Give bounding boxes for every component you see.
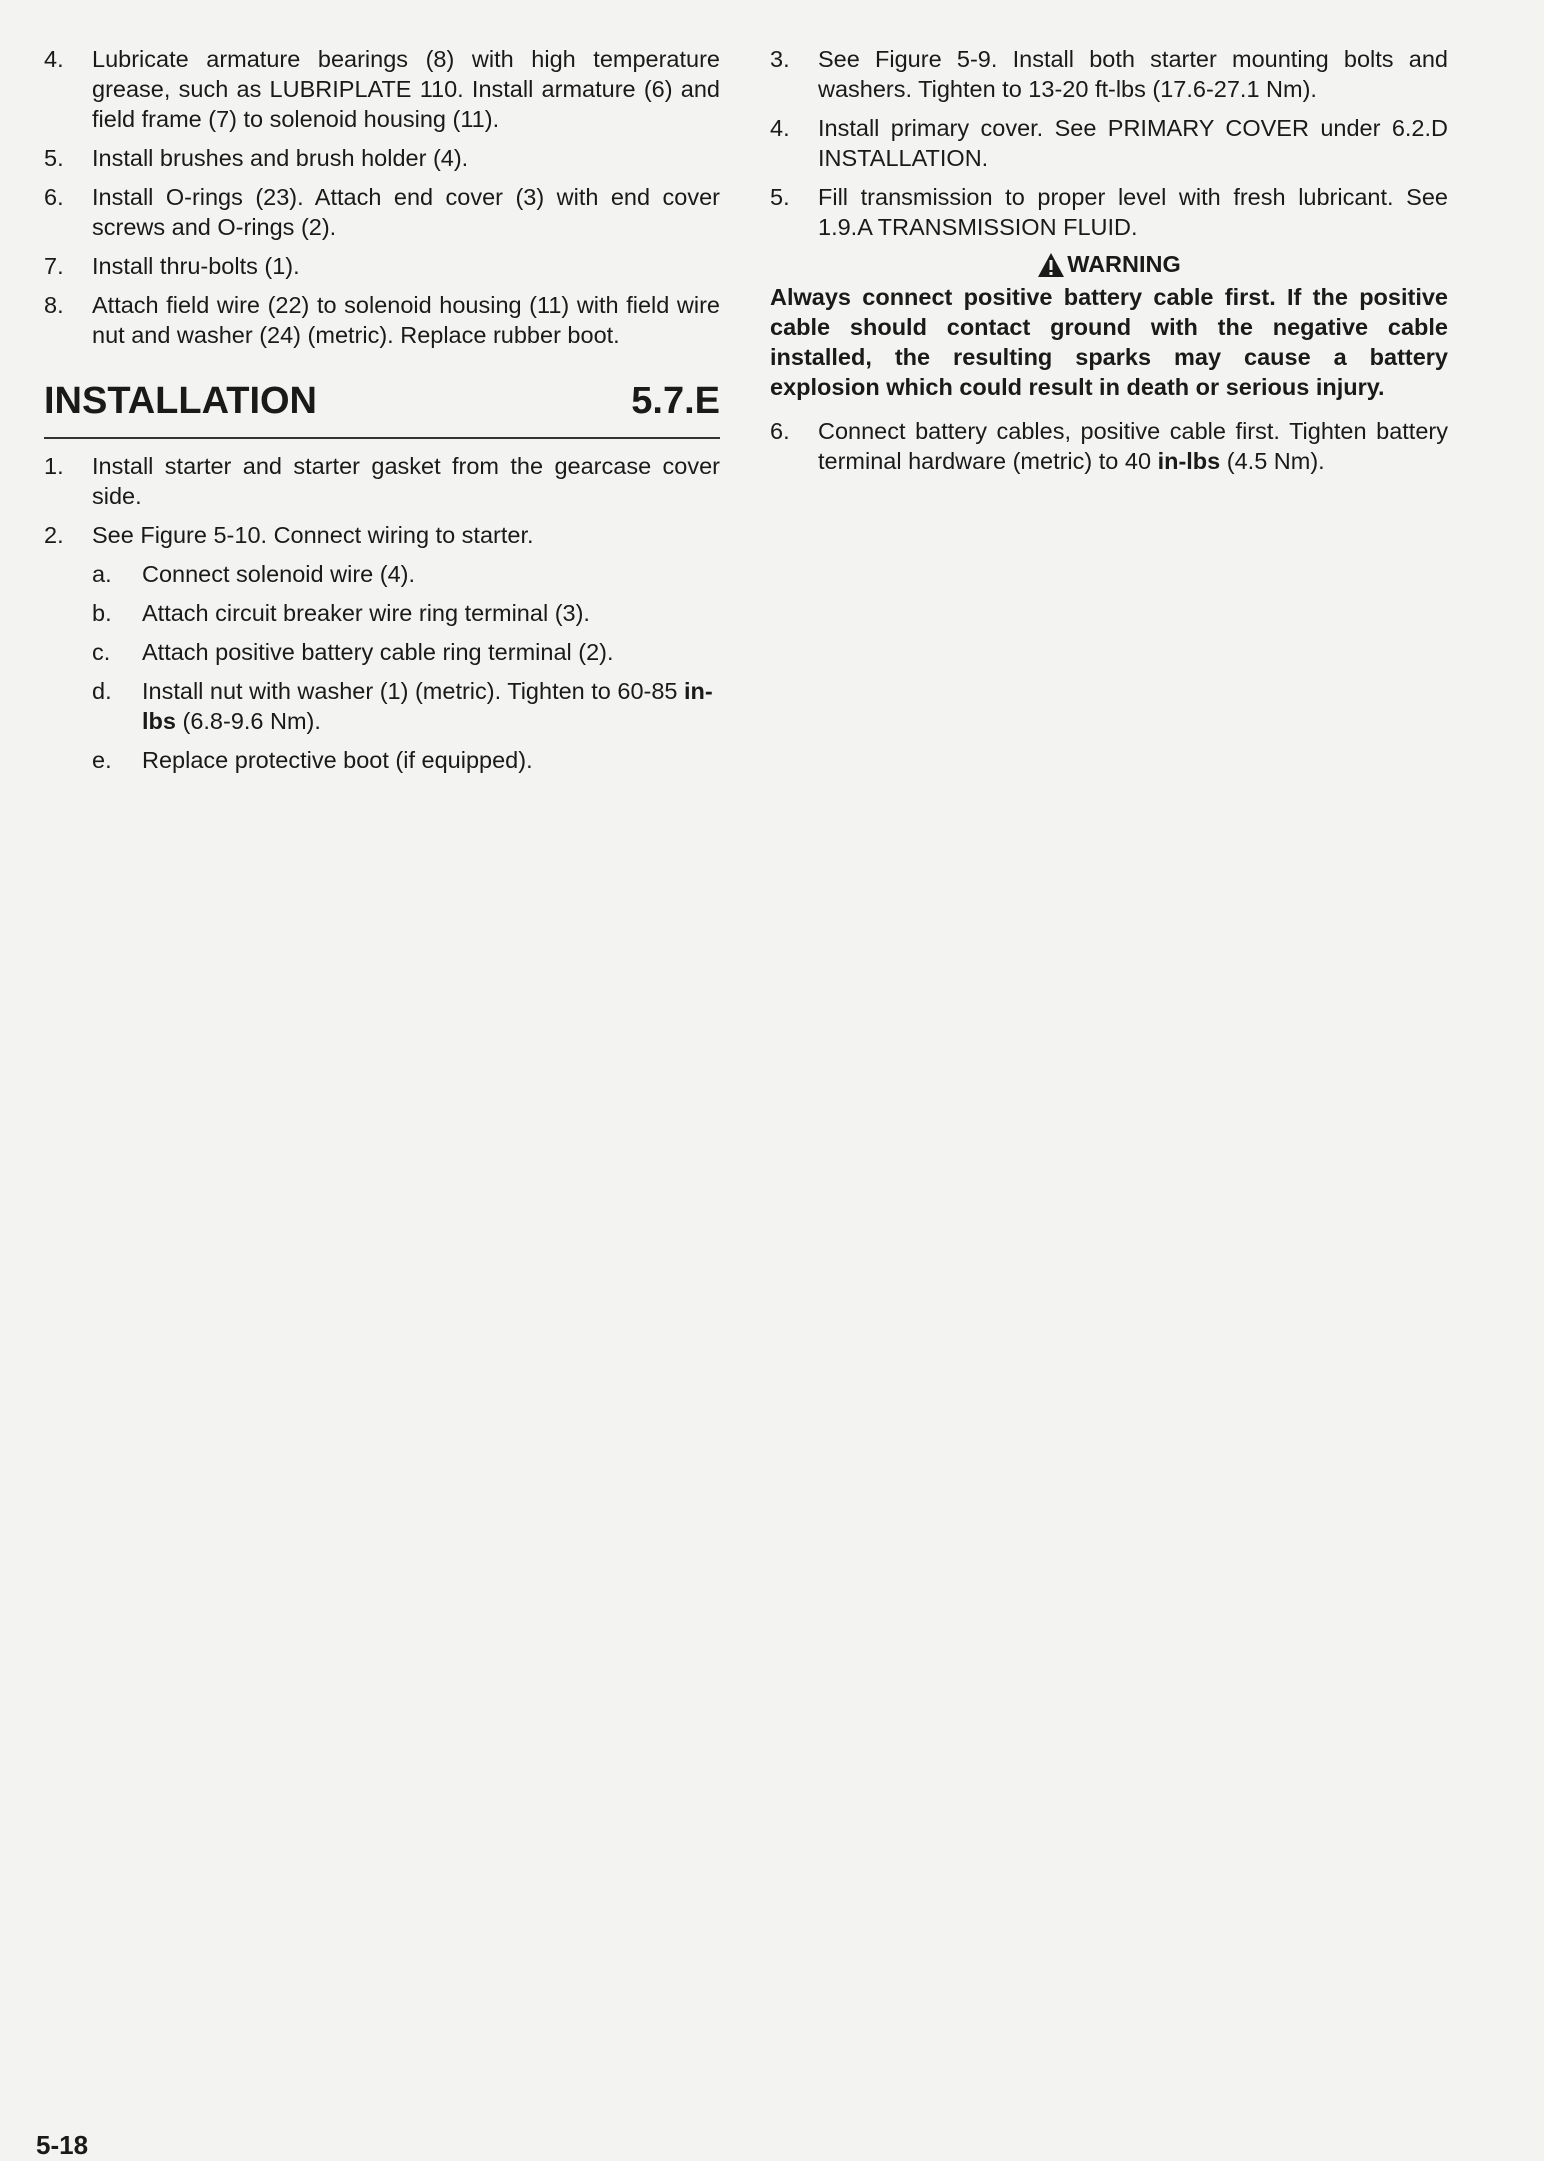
list-item: 8. Attach field wire (22) to solenoid housing (11) with field wire nut and washer (24) (metric). Replace rubber boot.: [44, 292, 720, 348]
sub-list-item: e. Replace protective boot (if equipped).: [92, 747, 533, 773]
left-column: [44, 44, 720, 784]
installation-heading: [44, 380, 720, 439]
list-item: 5. Install brushes and brush holder (4).: [44, 145, 469, 171]
sub-list-item: a. Connect solenoid wire (4).: [92, 561, 415, 587]
list-item: 1. Install starter and starter gasket from the gearcase cover side.: [44, 453, 720, 509]
list-item: 3. See Figure 5-9. Install both starter mounting bolts and washers. Tighten to 13-20 ft-lbs (17.6-27.1 Nm).: [770, 46, 1448, 102]
list-item: 4. Lubricate armature bearings (8) with high temperature grease, such as LUBRIPLATE 110. Install armature (6) and field frame (7) to solenoid housing (11).: [44, 46, 720, 132]
list-item: 6. Install O-rings (23). Attach end cover (3) with end cover screws and O-rings (2).: [44, 184, 720, 240]
list-item: 5. Fill transmission to proper level with fresh lubricant. See 1.9.A TRANSMISSION FLUID.: [770, 184, 1448, 240]
section-title: INSTALLATION: [44, 380, 317, 422]
list-item: 4. Install primary cover. See PRIMARY COVER under 6.2.D INSTALLATION.: [770, 115, 1448, 171]
list-item: 7. Install thru-bolts (1).: [44, 253, 300, 279]
list-item: 2. See Figure 5-10. Connect wiring to starter.: [44, 522, 534, 548]
warning-title: WARNING: [770, 251, 1448, 278]
warning-text: Always connect positive battery cable first. If the positive cable should contact ground with the negative cable installed, the resulting sparks may cause a battery explosion which could result in death or serious injury.: [770, 284, 1448, 400]
sub-list-item: d. Install nut with washer (1) (metric). Tighten to 60-85 in-lbs (6.8-9.6 Nm).: [92, 678, 713, 734]
warning-triangle-icon: [1037, 252, 1065, 278]
page-number: 5-18: [36, 2130, 89, 2160]
sub-list-item: c. Attach positive battery cable ring terminal (2).: [92, 639, 614, 665]
right-column: [770, 44, 1448, 485]
sub-list-item: b. Attach circuit breaker wire ring terminal (3).: [92, 600, 590, 626]
section-number: 5.7.E: [631, 380, 720, 422]
list-item: 6. Connect battery cables, positive cable first. Tighten battery terminal hardware (metric) to 40 in-lbs (4.5 Nm).: [770, 418, 1448, 474]
